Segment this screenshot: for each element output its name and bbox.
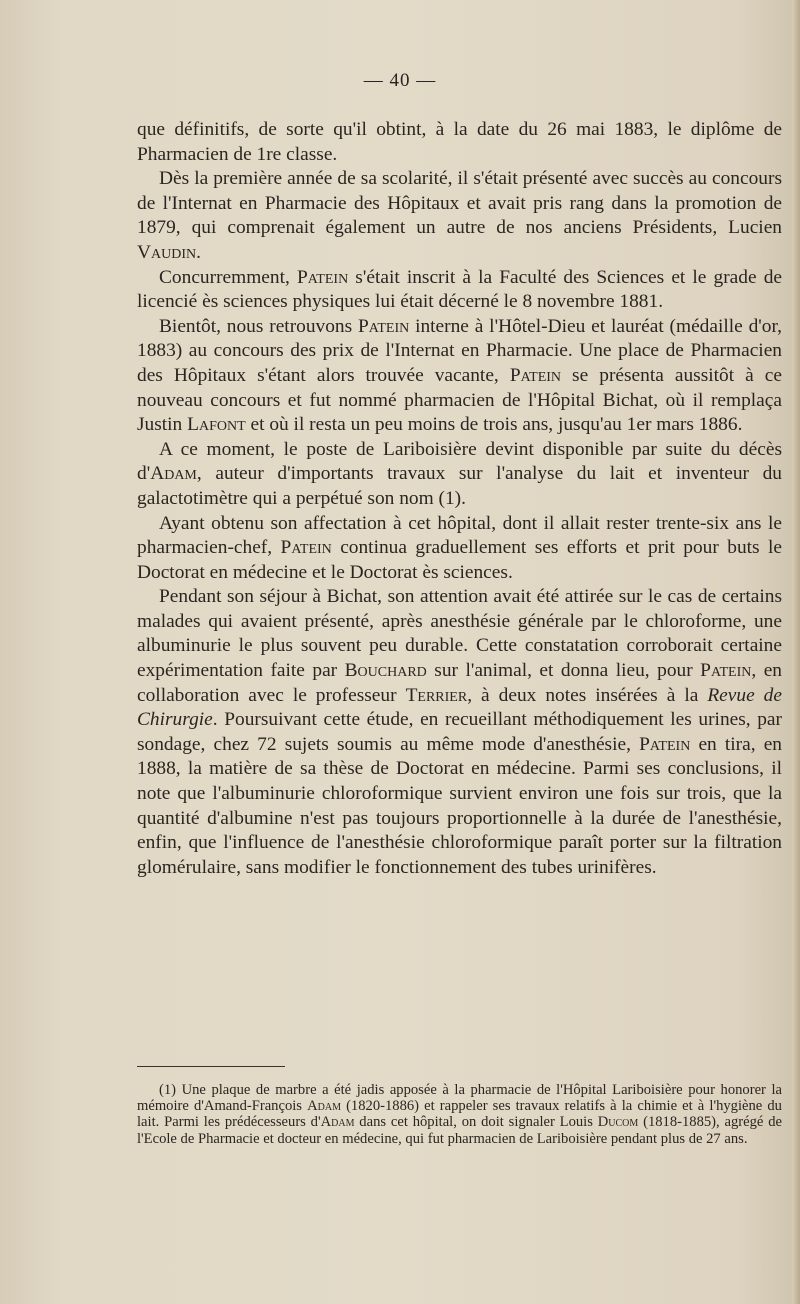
person-name: Adam	[150, 463, 197, 485]
person-name: Patein	[280, 537, 332, 559]
person-name: Terrier	[405, 684, 468, 706]
person-name: Patein	[639, 733, 691, 755]
page-edge	[792, 0, 800, 1304]
journal-title: Revue de Chirurgie	[137, 684, 782, 731]
person-name: Vaudin	[137, 241, 197, 263]
paragraph-6: Ayant obtenu son affectation à cet hôpital, dont il allait rester trente-six ans le pharmacien-chef, Patein continua graduellement ses efforts et prit pour buts le Doctorat en médecine et le Doctorat ès sciences.	[137, 512, 782, 583]
footnote	[137, 1082, 782, 1147]
paragraph-3: Concurremment, Patein s'était inscrit à la Faculté des Sciences et le grade de licencié ès sciences physiques lui était décerné le 8 novembre 1881.	[137, 266, 782, 313]
person-name: Patein	[700, 660, 752, 682]
footnote-separator	[137, 1066, 285, 1067]
page-number: — 40 —	[363, 70, 437, 91]
person-name: Bouchard	[344, 660, 427, 682]
paragraph-1: que définitifs, de sorte qu'il obtint, à la date du 26 mai 1883, le diplôme de Pharmacien de 1re classe.	[137, 119, 782, 165]
person-name: Lafont	[187, 414, 246, 436]
main-text	[137, 118, 782, 880]
person-name: Adam	[307, 1098, 341, 1115]
person-name: Adam	[320, 1114, 355, 1131]
paragraph-2: Dès la première année de sa scolarité, il s'était présenté avec succès au concours de l'Internat en Pharmacie des Hôpitaux et avait pris rang dans la promotion de 1879, qui comprenait également un autre de nos anciens Présidents, Lucien Vaudin.	[137, 168, 782, 263]
paragraph-4: Bientôt, nous retrouvons Patein interne à l'Hôtel-Dieu et lauréat (médaille d'or, 1883) au concours des prix de l'Internat en Pharmacie. Une place de Pharmacien des Hôpitaux s'étant alors trouvée vacante, Patein se présenta aussitôt à ce nouveau concours et fut nommé pharmacien de l'Hôpital Bichat, où il remplaça Justin Lafont et où il resta un peu moins de trois ans, jusqu'au 1er mars 1886.	[137, 315, 783, 436]
paragraph-7: Pendant son séjour à Bichat, son attention avait été attirée sur le cas de certains malades qui avaient présenté, après anesthésie générale par le chloroforme, une albuminurie le plus souvent peu durable. Cette constatation corroborait certaine expérimentation faite par Bouchard sur l'animal, et donna lieu, pour Patein, en collaboration avec le professeur Terrier, à deux notes insérées à la Revue de Chirurgie. Poursuivant cette étude, en recueillant méthodiquement les urines, par sondage, chez 72 sujets soumis au même mode d'anesthésie, Patein en tira, en 1888, la matière de sa thèse de Doctorat en médecine. Parmi ses conclusions, il note que l'albuminurie chloroformique survient environ une fois sur trois, que la quantité d'albumine n'est pas toujours proportionnelle à la durée de l'anesthésie, enfin, que l'influence de l'anesthésie chloroformique paraît porter sur la filtration glomérulaire, sans modifier le fonctionnement des tubes urinifères.	[137, 586, 782, 878]
person-name: Patein	[296, 266, 349, 288]
footnote-text: (1) Une plaque de marbre a été jadis apposée à la pharmacie de l'Hôpital Lariboisière pour honorer la mémoire d'Amand-François Adam (1820-1886) et rappeler ses travaux relatifs à la chimie et à l'hygiène du lait. Parmi les prédécesseurs d'Adam dans cet hôpital, on doit signaler Louis Ducom (1818-1885), agrégé de l'Ecole de Pharmacie et docteur en médecine, qui fut pharmacien de Lariboisière pendant plus de 27 ans.	[137, 1082, 782, 1147]
person-name: Patein	[509, 364, 562, 386]
paragraph-5: A ce moment, le poste de Lariboisière devint disponible par suite du décès d'Adam, auteur d'importants travaux sur l'analyse du lait et inventeur du galactotimètre qui a perpétué son nom (1).	[137, 438, 782, 509]
person-name: Ducom	[597, 1114, 639, 1131]
person-name: Patein	[358, 315, 410, 337]
